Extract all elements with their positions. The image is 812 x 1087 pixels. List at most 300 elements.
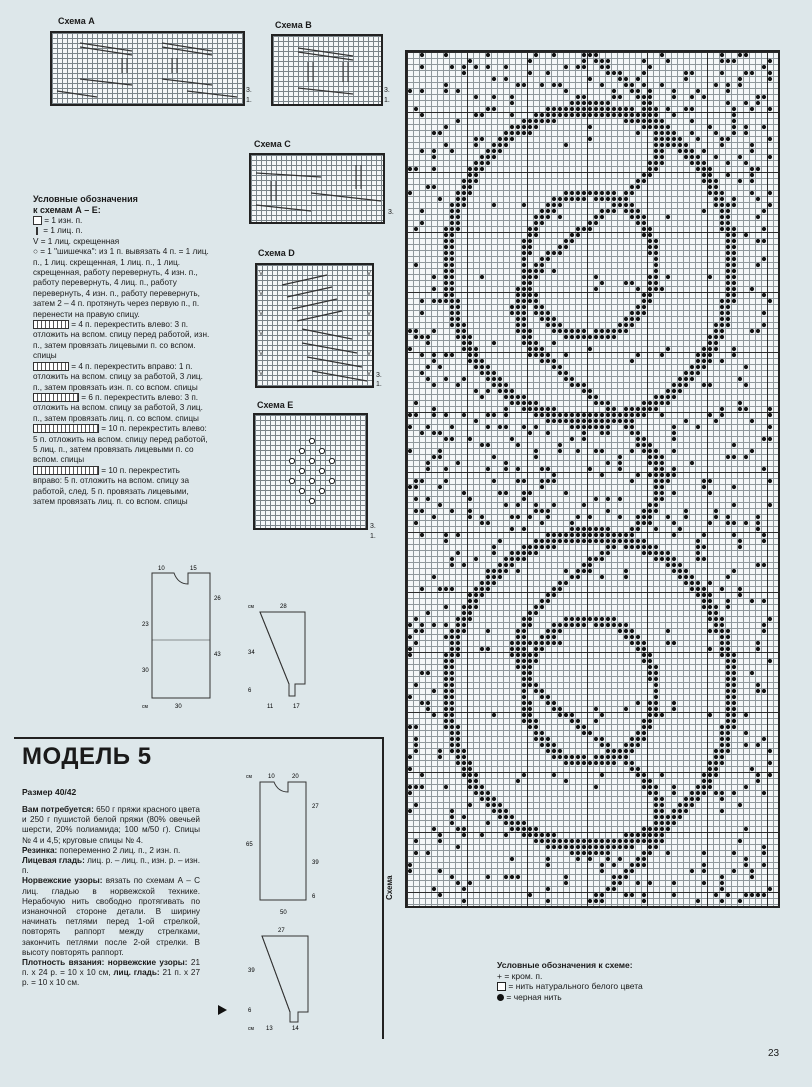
chart-dot	[708, 173, 712, 177]
chart-dot	[534, 305, 538, 309]
chart-dot	[450, 707, 454, 711]
chart-dot	[522, 659, 526, 663]
chart-dot	[450, 209, 454, 213]
chart-dot	[606, 743, 610, 747]
chart-dot	[732, 707, 736, 711]
chart-dot	[648, 299, 652, 303]
chart-dot	[504, 809, 508, 813]
chart-dot	[432, 155, 436, 159]
chart-dot	[570, 845, 574, 849]
chart-dot	[738, 839, 742, 843]
chart-dot	[612, 875, 616, 879]
chart-dot	[456, 635, 460, 639]
chart-dot	[510, 557, 514, 561]
chart-dot	[672, 431, 676, 435]
chart-dot	[486, 647, 490, 651]
chart-dot	[630, 545, 634, 549]
chart-dot	[702, 773, 706, 777]
chart-dot	[432, 131, 436, 135]
chart-dot	[642, 179, 646, 183]
chart-dot	[462, 611, 466, 615]
chart-dot	[630, 863, 634, 867]
chart-dot	[504, 833, 508, 837]
chart-dot	[732, 353, 736, 357]
chart-dot	[486, 53, 490, 57]
chart-dot	[762, 227, 766, 231]
chart-dot	[546, 533, 550, 537]
chart-dot	[552, 107, 556, 111]
chart-dot	[714, 131, 718, 135]
chart-dot	[648, 509, 652, 513]
chart-dot	[582, 53, 586, 57]
dim-sleeve-length: 34	[248, 650, 255, 656]
chart-dot	[480, 443, 484, 447]
chart-dot	[618, 515, 622, 519]
chart-dot	[534, 647, 538, 651]
chart-dot	[726, 683, 730, 687]
chart-dot	[510, 647, 514, 651]
chart-dot	[534, 221, 538, 225]
chart-dot	[522, 491, 526, 495]
schema-b-row-1: 1.	[384, 97, 390, 104]
chart-dot	[408, 767, 412, 771]
chart-dot	[588, 563, 592, 567]
chart-dot	[414, 479, 418, 483]
schema-a-title: Схема А	[58, 16, 95, 26]
chart-dot	[570, 527, 574, 531]
chart-dot	[726, 251, 730, 255]
chart-dot	[480, 113, 484, 117]
chart-dot	[672, 521, 676, 525]
chart-dot	[768, 437, 772, 441]
chart-dot	[714, 749, 718, 753]
chart-dot	[612, 413, 616, 417]
chart-dot	[684, 77, 688, 81]
chart-dot	[714, 419, 718, 423]
chart-dot	[678, 815, 682, 819]
chart-dot	[666, 59, 670, 63]
chart-dot	[672, 785, 676, 789]
chart-dot	[696, 137, 700, 141]
chart-dot	[450, 677, 454, 681]
chart-dot	[516, 311, 520, 315]
chart-dot	[438, 893, 442, 897]
chart-dot	[594, 107, 598, 111]
chart-dot	[744, 161, 748, 165]
chart-dot	[534, 659, 538, 663]
chart-dot	[750, 107, 754, 111]
chart-dot	[642, 773, 646, 777]
chart-dot	[498, 809, 502, 813]
dim-cuff-h: 6	[248, 688, 252, 694]
chart-dot	[534, 263, 538, 267]
chart-dot	[444, 725, 448, 729]
chart-dot	[654, 251, 658, 255]
chart-dot	[600, 197, 604, 201]
chart-dot	[534, 545, 538, 549]
chart-dot	[618, 839, 622, 843]
chart-dot	[702, 779, 706, 783]
chart-dot	[606, 857, 610, 861]
dim-b-side: 39	[312, 860, 319, 866]
chart-dot	[702, 851, 706, 855]
chart-dot	[762, 623, 766, 627]
chart-dot	[672, 473, 676, 477]
chart-dot	[630, 893, 634, 897]
chart-dot	[648, 275, 652, 279]
chart-dot	[756, 743, 760, 747]
chart-dot	[672, 395, 676, 399]
chart-dot	[708, 785, 712, 789]
chart-dot	[702, 353, 706, 357]
chart-dot	[648, 833, 652, 837]
chart-dot	[708, 359, 712, 363]
chart-dot	[732, 485, 736, 489]
chart-dot	[636, 113, 640, 117]
chart-dot	[672, 467, 676, 471]
chart-dot	[450, 425, 454, 429]
chart-dot	[486, 587, 490, 591]
chart-dot	[642, 305, 646, 309]
chart-dot	[528, 335, 532, 339]
chart-dot	[726, 707, 730, 711]
chart-dot	[714, 197, 718, 201]
chart-dot	[738, 155, 742, 159]
chart-dot	[408, 809, 412, 813]
chart-dot	[636, 731, 640, 735]
chart-dot	[546, 635, 550, 639]
chart-dot	[672, 437, 676, 441]
chart-dot	[702, 149, 706, 153]
chart-dot	[570, 413, 574, 417]
chart-dot	[576, 623, 580, 627]
chart-dot	[660, 803, 664, 807]
chart-dot	[516, 647, 520, 651]
chart-dot	[486, 389, 490, 393]
chart-dot	[480, 275, 484, 279]
chart-dot	[582, 539, 586, 543]
chart-dot	[750, 869, 754, 873]
chart-dot	[444, 299, 448, 303]
chart-dot	[606, 101, 610, 105]
dim-cuff: 11	[267, 704, 274, 710]
chart-dot	[576, 617, 580, 621]
chart-dot	[582, 527, 586, 531]
chart-dot	[552, 203, 556, 207]
chart-dot	[558, 413, 562, 417]
chart-dot	[744, 131, 748, 135]
chart-dot	[576, 101, 580, 105]
chart-dot	[540, 263, 544, 267]
chart-dot	[540, 215, 544, 219]
chart-dot	[732, 689, 736, 693]
chart-dot	[648, 449, 652, 453]
chart-dot	[582, 569, 586, 573]
chart-dot	[636, 539, 640, 543]
chart-dot	[600, 191, 604, 195]
chart-dot	[432, 431, 436, 435]
chart-dot	[492, 155, 496, 159]
chart-dot	[708, 521, 712, 525]
chart-dot	[600, 65, 604, 69]
chart-dot	[714, 893, 718, 897]
chart-dot	[444, 287, 448, 291]
chart-dot	[576, 197, 580, 201]
chart-dot	[726, 605, 730, 609]
chart-dot	[636, 773, 640, 777]
chart-dot	[714, 605, 718, 609]
chart-dot	[444, 125, 448, 129]
chart-dot	[732, 653, 736, 657]
chart-dot	[468, 437, 472, 441]
chart-dot	[516, 629, 520, 633]
chart-dot	[696, 353, 700, 357]
chart-dot	[522, 773, 526, 777]
chart-dot	[498, 143, 502, 147]
chart-dot	[408, 449, 412, 453]
chart-dot	[660, 491, 664, 495]
chart-dot	[492, 377, 496, 381]
chart-dot	[492, 203, 496, 207]
dim-unit-b: см	[248, 604, 254, 610]
chart-dot	[552, 269, 556, 273]
chart-dot	[564, 197, 568, 201]
chart-dot	[438, 833, 442, 837]
chart-dot	[708, 605, 712, 609]
chart-dot	[456, 383, 460, 387]
chart-dot	[750, 599, 754, 603]
chart-dot	[546, 509, 550, 513]
chart-dot	[498, 383, 502, 387]
chart-dot	[720, 59, 724, 63]
chart-dot	[762, 437, 766, 441]
chart-dot	[582, 191, 586, 195]
chart-dot	[486, 443, 490, 447]
chart-dot	[486, 149, 490, 153]
chart-dot	[420, 773, 424, 777]
chart-dot	[582, 335, 586, 339]
chart-dot	[690, 161, 694, 165]
chart-dot	[456, 725, 460, 729]
chart-dot	[768, 407, 772, 411]
chart-dot	[642, 215, 646, 219]
chart-dot	[528, 329, 532, 333]
chart-dot	[432, 275, 436, 279]
chart-dot	[654, 707, 658, 711]
chart-dot	[444, 239, 448, 243]
dim-neck: 10	[158, 566, 165, 572]
chart-dot	[690, 791, 694, 795]
chart-dot	[534, 233, 538, 237]
chart-dot	[606, 113, 610, 117]
chart-dot	[546, 641, 550, 645]
chart-dot	[564, 569, 568, 573]
chart-dot	[450, 815, 454, 819]
chart-dot	[570, 851, 574, 855]
chart-dot	[732, 659, 736, 663]
chart-dot	[414, 497, 418, 501]
chart-dot	[708, 713, 712, 717]
chart-dot	[600, 107, 604, 111]
chart-dot	[558, 203, 562, 207]
chart-dot	[714, 767, 718, 771]
chart-dot	[756, 197, 760, 201]
chart-dot	[690, 119, 694, 123]
chart-dot	[726, 287, 730, 291]
chart-dot	[408, 347, 412, 351]
chart-dot	[528, 245, 532, 249]
chart-dot	[720, 875, 724, 879]
schema-b-row-3: 3.	[384, 87, 390, 94]
chart-dot	[636, 737, 640, 741]
chart-dot	[726, 173, 730, 177]
chart-dot	[504, 395, 508, 399]
chart-dot	[576, 527, 580, 531]
chart-dot	[450, 203, 454, 207]
chart-dot	[432, 287, 436, 291]
chart-dot	[420, 509, 424, 513]
chart-dot	[630, 635, 634, 639]
chart-dot	[408, 413, 412, 417]
chart-dot	[552, 641, 556, 645]
chart-dot	[642, 221, 646, 225]
chart-dot	[636, 179, 640, 183]
chart-dot	[492, 551, 496, 555]
chart-dot	[654, 239, 658, 243]
chart-dot	[654, 827, 658, 831]
chart-dot	[498, 569, 502, 573]
chart-dot	[432, 887, 436, 891]
chart-dot	[750, 149, 754, 153]
chart-dot	[642, 731, 646, 735]
chart-dot	[726, 137, 730, 141]
chart-dot	[540, 413, 544, 417]
chart-dot	[642, 437, 646, 441]
chart-dot	[522, 827, 526, 831]
chart-dot	[606, 209, 610, 213]
chart-dot	[414, 725, 418, 729]
dim-cuff-2: 17	[293, 704, 300, 710]
chart-dot	[720, 221, 724, 225]
chart-dot	[636, 77, 640, 81]
chart-dot	[744, 713, 748, 717]
chart-dot	[732, 269, 736, 273]
chart-dot	[552, 707, 556, 711]
chart-dot	[552, 83, 556, 87]
chart-dot	[522, 317, 526, 321]
chart-dot	[552, 623, 556, 627]
chart-dot	[546, 539, 550, 543]
chart-dot	[420, 311, 424, 315]
chart-dot	[480, 395, 484, 399]
chart-dot	[534, 125, 538, 129]
chart-dot	[660, 497, 664, 501]
chart-dot	[546, 407, 550, 411]
chart-dot	[594, 785, 598, 789]
chart-dot	[570, 533, 574, 537]
chart-dot	[672, 95, 676, 99]
chart-dot	[450, 719, 454, 723]
chart-dot	[522, 647, 526, 651]
chart-dot	[462, 191, 466, 195]
chart-dot	[714, 623, 718, 627]
chart-dot	[528, 251, 532, 255]
chart-dot	[516, 827, 520, 831]
chart-dot	[462, 323, 466, 327]
chart-dot	[654, 245, 658, 249]
chart-dot	[648, 827, 652, 831]
chart-dot	[618, 461, 622, 465]
chart-dot	[756, 521, 760, 525]
chart-dot	[726, 317, 730, 321]
chart-dot	[642, 641, 646, 645]
chart-dot	[642, 515, 646, 519]
chart-dot	[708, 593, 712, 597]
chart-dot	[540, 509, 544, 513]
chart-dot	[606, 623, 610, 627]
chart-dot	[732, 533, 736, 537]
chart-dot	[462, 773, 466, 777]
chart-dot	[582, 755, 586, 759]
chart-dot	[654, 131, 658, 135]
chart-dot	[684, 569, 688, 573]
chart-dot	[414, 785, 418, 789]
chart-dot	[726, 83, 730, 87]
chart-dot	[732, 257, 736, 261]
chart-dot	[732, 287, 736, 291]
chart-dot	[708, 275, 712, 279]
chart-dot	[552, 317, 556, 321]
chart-dot	[612, 209, 616, 213]
chart-dot	[522, 821, 526, 825]
chart-dot	[504, 389, 508, 393]
chart-dot	[600, 755, 604, 759]
chart-dot	[582, 761, 586, 765]
chart-dot	[588, 335, 592, 339]
chart-dot	[654, 485, 658, 489]
chart-dot	[564, 581, 568, 585]
chart-dot	[672, 113, 676, 117]
schema-b-cables	[273, 36, 385, 108]
chart-dot	[726, 299, 730, 303]
chart-dot	[522, 695, 526, 699]
chart-dot	[564, 779, 568, 783]
chart-dot	[414, 737, 418, 741]
chart-dot	[468, 167, 472, 171]
chart-dot	[642, 725, 646, 729]
chart-dot	[726, 731, 730, 735]
chart-dot	[768, 503, 772, 507]
chart-dot	[444, 707, 448, 711]
dim-b-shoulder: 20	[292, 774, 299, 780]
chart-dot	[600, 623, 604, 627]
chart-dot	[582, 95, 586, 99]
chart-dot	[456, 461, 460, 465]
schema-d-grid	[255, 263, 374, 388]
chart-dot	[522, 293, 526, 297]
chart-dot	[576, 413, 580, 417]
chart-dot	[408, 623, 412, 627]
chart-dot	[492, 797, 496, 801]
chart-grid	[405, 50, 780, 908]
chart-dot	[690, 869, 694, 873]
chart-dot	[522, 677, 526, 681]
chart-dot	[462, 815, 466, 819]
chart-dot	[762, 125, 766, 129]
chart-dot	[702, 95, 706, 99]
chart-dot	[666, 827, 670, 831]
chart-dot	[594, 899, 598, 903]
